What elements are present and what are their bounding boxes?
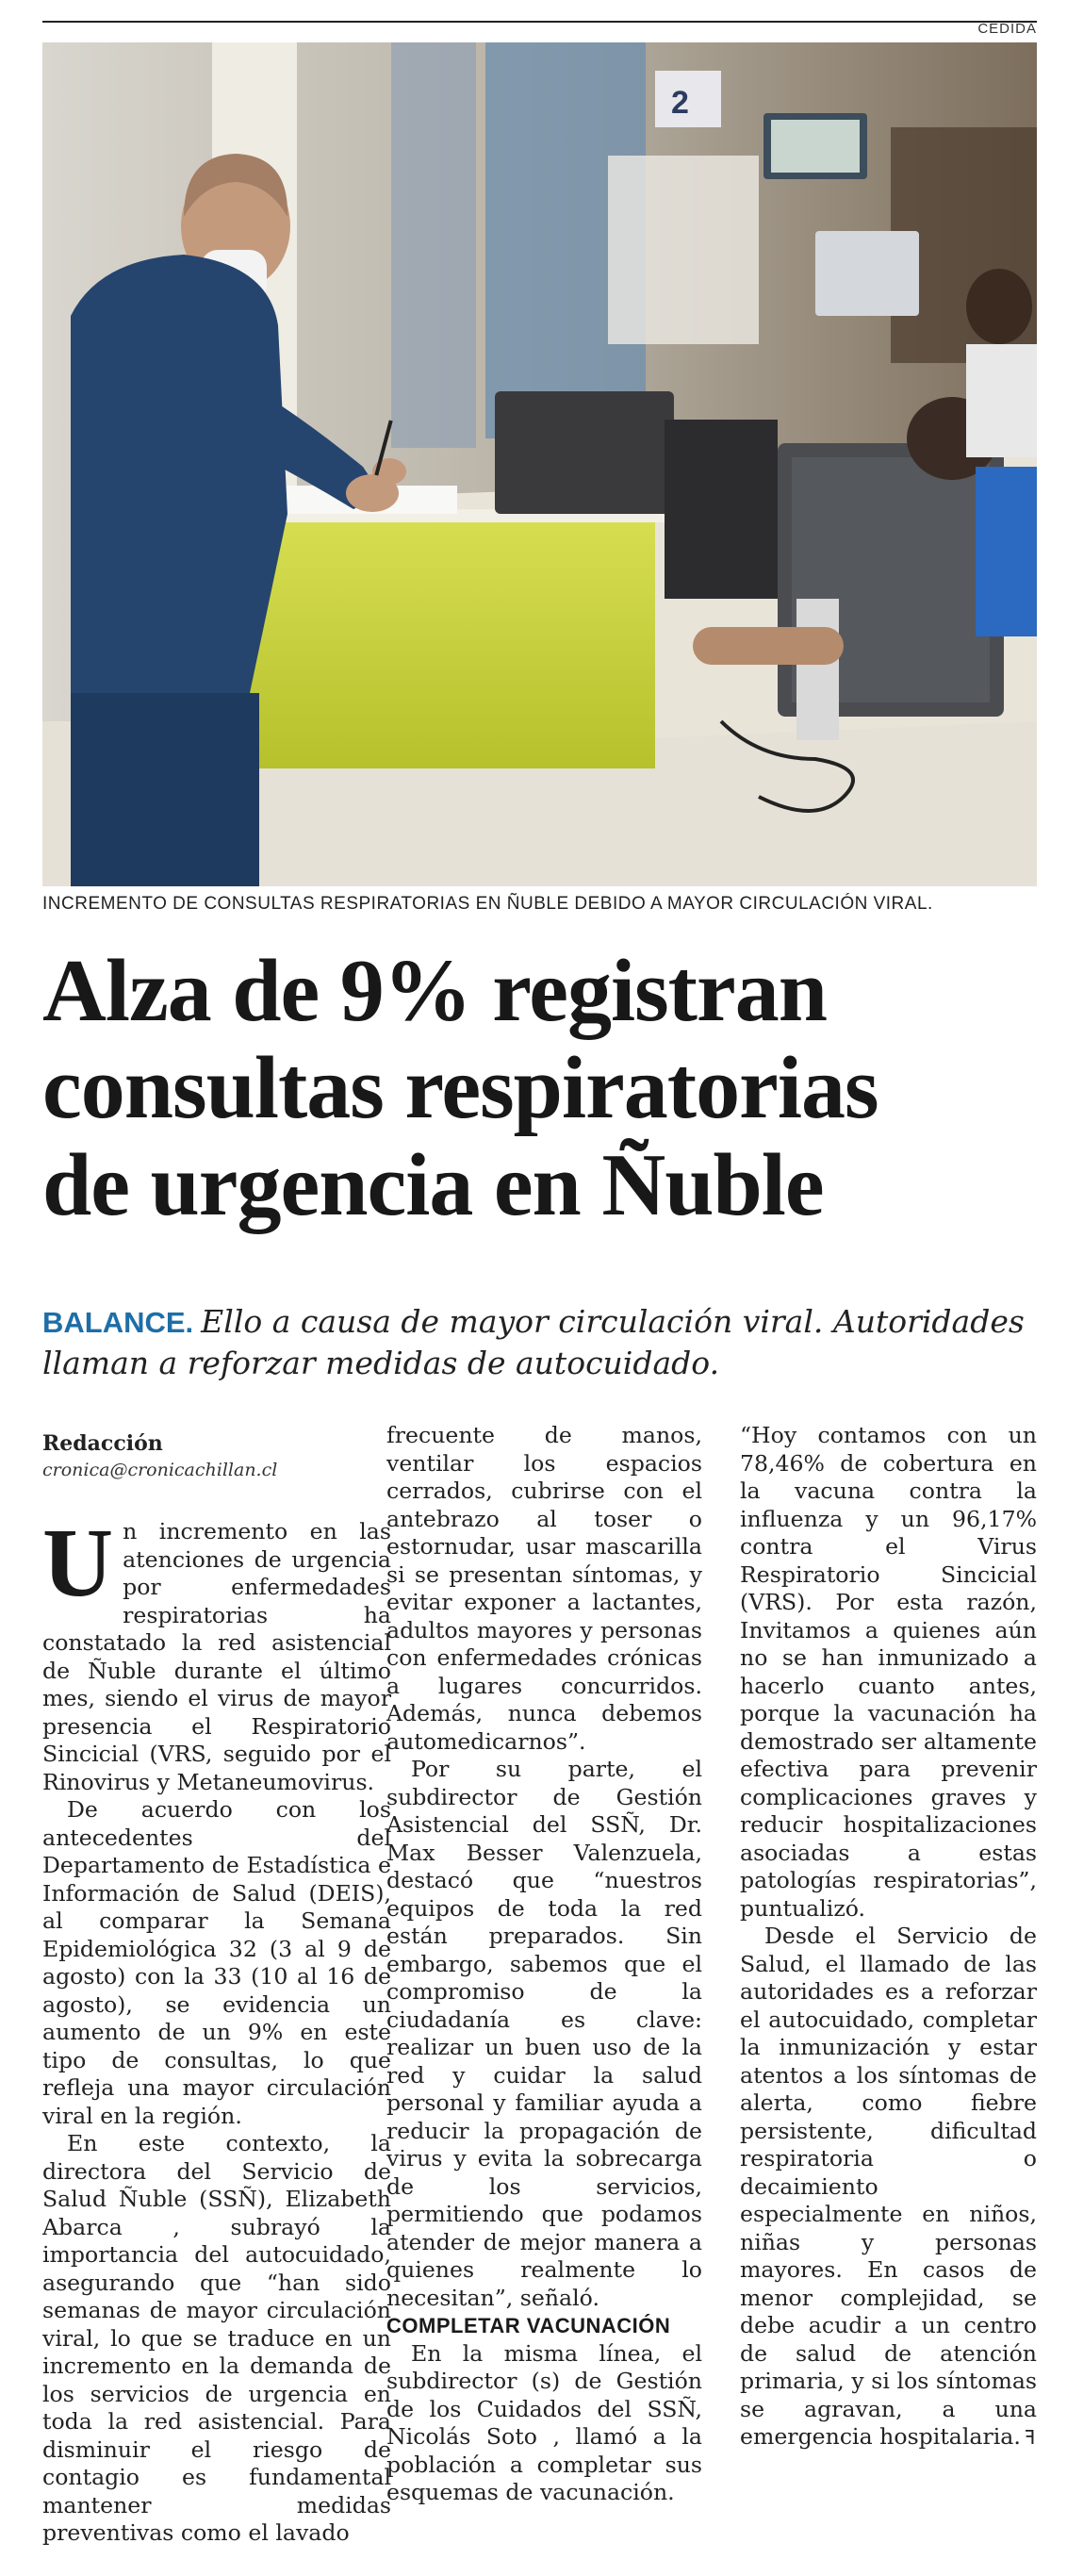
article-photo [42,42,1037,886]
deck-kicker: BALANCE. [42,1306,194,1339]
column-2 [386,1422,702,2507]
headline-line-1: Alza de 9% registran [42,942,827,1040]
svg-text:2: 2 [671,85,689,121]
deck [42,1301,1042,1383]
drop-cap: U [42,1509,114,1617]
hospital-scene-illustration [42,42,1037,886]
photo-caption: INCREMENTO DE CONSULTAS RESPIRATORIAS EN ÑUBLE DEBIDO A MAYOR CIRCULACIÓN VIRAL. [42,894,933,914]
subhead: COMPLETAR VACUNACIÓN [386,2314,671,2337]
headline-line-2: consultas respiratorias [42,1039,878,1137]
byline-email: cronica@cronicachillan.cl [42,1460,278,1480]
paragraph-6: “Hoy contamos con un 78,46% de cobertura en la vacuna contra la influenza y un 96,17% contra el Virus Respiratorio Sincicial (VRS). Por esta razón, Invitamos a quienes aún no se han inmunizado a hacerlo cuanto antes, porque la vacunación ha demostrado ser altamente efectiva para prevenir complicaciones graves y reducir hospitalizaciones asociadas a estas patologías respiratorias”, puntualizó. [740,1422,1037,1922]
column-1 [42,1509,391,2548]
paragraph-2: De acuerdo con los antecedentes del Departamento de Estadística e Información de Salud (DEIS), al comparar la Semana Epidemiológica 32 (3 al 9 de agosto) con la 33 (10 al 16 de agosto), se evidencia un aumento de un 9% en este tipo de consultas, lo que refleja una mayor circulación viral en la región. [42,1796,391,2129]
end-mark-icon: ꟻ [1024,2426,1036,2449]
headline-line-3: de urgencia en Ñuble [42,1136,824,1234]
paragraph-1-text: n incremento en las atenciones de urgencia por enfermedades respiratorias ha constatado la red asistencial de Ñuble durante el último mes, siendo el virus de mayor presencia el Respiratorio Sincicial (VRS, seguido por el Rinovirus y Metaneumovirus. [42,1518,391,1795]
deck-text: Ello a causa de mayor circulación viral. Autoridades llaman a reforzar medidas de autocuidado. [42,1303,1025,1381]
paragraph-5: En la misma línea, el subdirector (s) de Gestión de los Cuidados del SSÑ, Nicolás Soto , llamó a la población a completar sus esquemas de vacunación. [386,2339,702,2505]
top-rule [42,21,1037,23]
byline-author: Redacción [42,1431,163,1456]
column-3 [740,1422,1037,2452]
headline [42,943,1051,1234]
paragraph-4: Por su parte, el subdirector de Gestión Asistencial del SSÑ, Dr. Max Besser Valenzuela, destacó que “nuestros equipos de toda la red están preparados. Sin embargo, sabemos que el compromiso de la ciudadanía es clave: realizar un buen uso de la red y cuidar la salud personal y familiar ayuda a reducir la propagación de virus y evita la sobrecarga de los servicios, permitiendo que podamos atender de mejor manera a quienes realmente lo necesitan”, señaló. [386,1756,702,2311]
paragraph-7-text: Desde el Servicio de Salud, el llamado de las autoridades es a reforzar el autocuidado, completar la inmunización y estar atentos a los síntomas de alerta, como fiebre persistente, dificultad respiratoria o decaimiento especialmente en niños, niñas y personas mayores. En casos de menor complejidad, se debe acudir a un centro de salud de atención primaria, y si los síntomas se agravan, a una emergencia hospitalaria. [740,1923,1037,2450]
byline [42,1431,363,1480]
photo-credit: CEDIDA [977,21,1037,37]
paragraph-7 [740,1923,1037,2452]
paragraph-1 [42,1509,391,1796]
paragraph-3-continued: frecuente de manos, ventilar los espacios cerrados, cubrirse con el antebrazo al toser o estornudar, usar mascarilla si se presentan síntomas, y evitar exponer a lactantes, adultos mayores y personas con enfermedades crónicas a lugares concurridos. Además, nunca debemos automedicarnos”. [386,1422,702,1755]
paragraph-3: En este contexto, la directora del Servicio de Salud Ñuble (SSÑ), Elizabeth Abarca , subrayó la importancia del autocuidado, asegurando que “han sido semanas de mayor circulación viral, lo que se traduce en un incremento en la demanda de los servicios de urgencia en toda la red asistencial. Para disminuir el riesgo de contagio es fundamental mantener medidas preventivas como el lavado [42,2130,391,2546]
